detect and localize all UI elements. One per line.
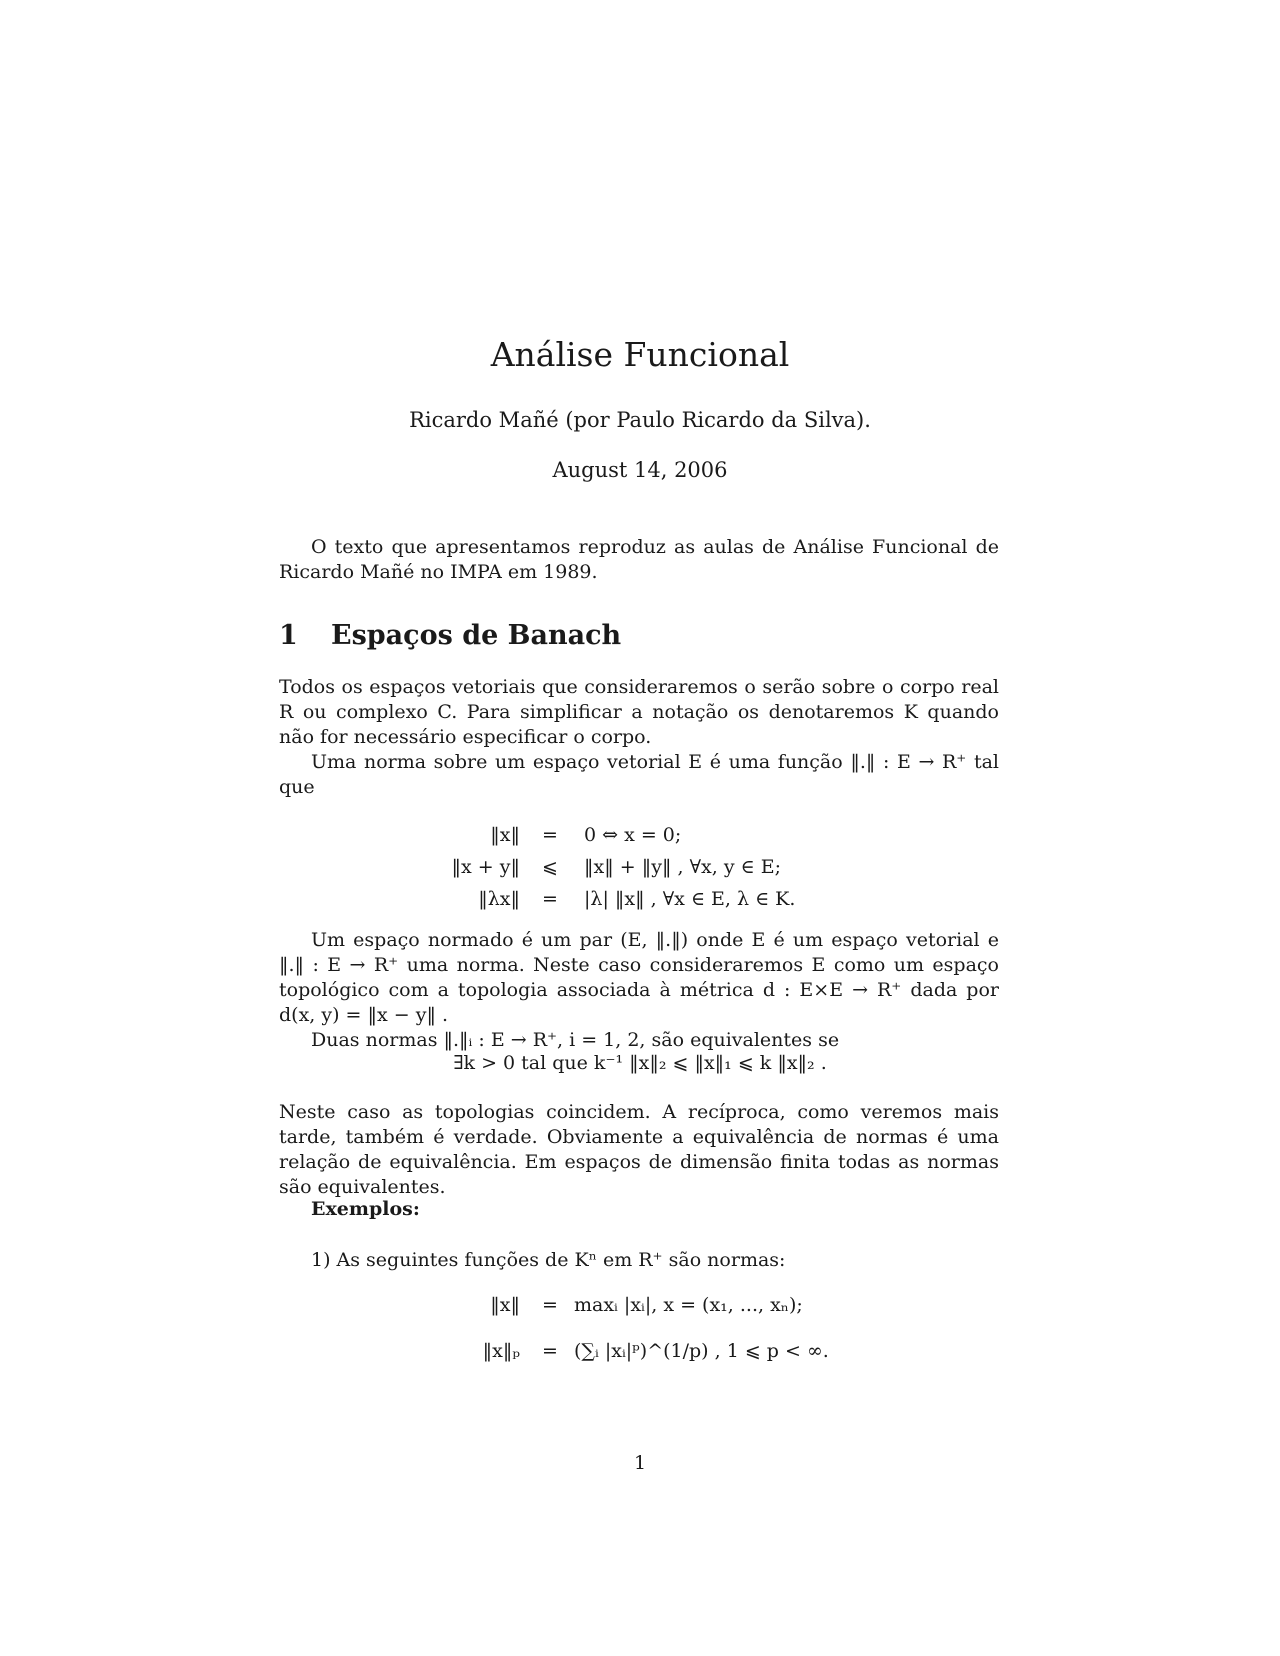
paragraph-1-text: Todos os espaços vetoriais que consideraremos o serão sobre o corpo real R ou complexo C. Para simplificar a notação os denotaremos K quando não for necessário especificar o corpo. (279, 676, 999, 748)
equation-rhs: (∑ᵢ |xᵢ|ᵖ)^(1/p) , 1 ⩽ p < ∞. (574, 1340, 829, 1362)
abstract-text: O texto que apresentamos reproduz as aulas de Análise Funcional de Ricardo Mañé no IMPA em 1989. (279, 536, 999, 583)
abstract (279, 535, 999, 585)
examples-block (279, 1197, 999, 1222)
paragraph-1 (279, 675, 999, 800)
equation-relation: = (542, 888, 558, 910)
equation-lhs: ‖x‖ₚ (482, 1340, 520, 1362)
page-number: 1 (633, 1452, 647, 1474)
example-1 (279, 1248, 999, 1273)
equation-lhs: ‖x‖ (490, 1294, 520, 1316)
equation-lhs: ‖x‖ (490, 824, 520, 846)
equation-relation: = (542, 1340, 558, 1362)
document-title: Análise Funcional (490, 335, 790, 374)
norm-examples-equation (0, 1290, 1280, 1380)
equation-row (0, 1336, 1280, 1366)
equation-rhs: ‖x‖ + ‖y‖ , ∀x, y ∈ E; (584, 856, 781, 878)
section-number: 1 (279, 620, 298, 651)
paragraph-5-text: Neste caso as topologias coincidem. A recíproca, como veremos mais tarde, também é verdade. Obviamente a equivalência de normas é uma relação de equivalência. Em espaços de dimensão finita todas as normas são equivalentes. (279, 1101, 999, 1198)
equation-rhs: 0 ⇔ x = 0; (584, 824, 682, 846)
equation-rhs: |λ| ‖x‖ , ∀x ∈ E, λ ∈ K. (584, 888, 796, 910)
examples-heading: Exemplos: (311, 1198, 420, 1220)
norm-axioms-equation (0, 820, 1280, 920)
paragraph-3 (279, 928, 999, 1053)
example-1-text: 1) As seguintes funções de Kⁿ em R⁺ são normas: (311, 1249, 786, 1271)
equation-relation: ⩽ (542, 856, 558, 878)
equation-relation: = (542, 824, 558, 846)
equation-relation: = (542, 1294, 558, 1316)
equation-row (0, 820, 1280, 850)
equation-lhs: ‖λx‖ (478, 888, 520, 910)
equation-rhs: maxᵢ |xᵢ|, x = (x₁, ..., xₙ); (574, 1294, 803, 1316)
equation-row (0, 1290, 1280, 1320)
equation-row (0, 884, 1280, 914)
section-title: Espaços de Banach (331, 620, 622, 651)
equation-lhs: ‖x + y‖ (451, 856, 520, 878)
section-heading (279, 620, 621, 651)
paragraph-3-text: Um espaço normado é um par (E, ‖.‖) onde E é um espaço vetorial e ‖.‖ : E → R⁺ uma norma. Neste caso consideraremos E como um espaço topológico com a topologia associada à métrica d : E×E → R⁺ dada por d(x, y) = ‖x − y‖ . (279, 929, 999, 1026)
paragraph-5 (279, 1100, 999, 1200)
equivalence-equation: ∃k > 0 tal que k⁻¹ ‖x‖₂ ⩽ ‖x‖₁ ⩽ k ‖x‖₂ . (453, 1052, 827, 1074)
paragraph-4-text: Duas normas ‖.‖ᵢ : E → R⁺, i = 1, 2, são equivalentes se (311, 1029, 840, 1051)
document-author: Ricardo Mañé (por Paulo Ricardo da Silva). (409, 408, 871, 432)
equation-row (0, 852, 1280, 882)
paragraph-2-text: Uma norma sobre um espaço vetorial E é uma função ‖.‖ : E → R⁺ tal que (279, 751, 999, 798)
document-date: August 14, 2006 (552, 458, 728, 482)
